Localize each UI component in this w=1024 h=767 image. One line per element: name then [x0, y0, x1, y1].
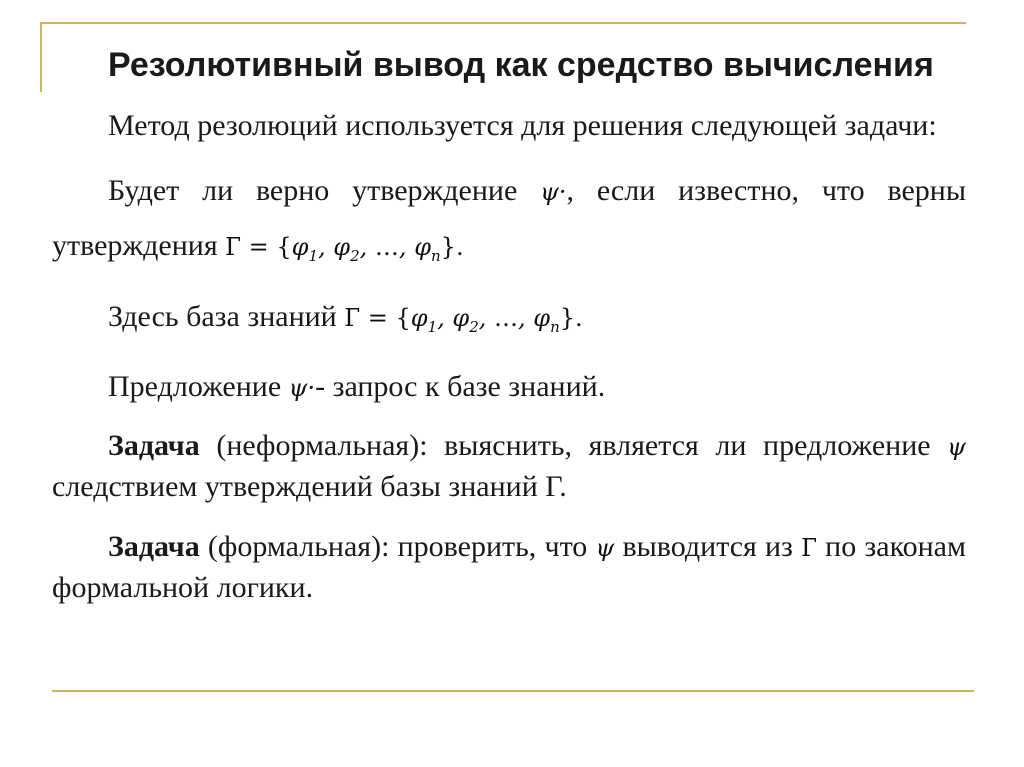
informal-task-text-end: следствием утверждений базы знаний Г.: [52, 469, 567, 503]
formal-task-label: Задача: [108, 529, 200, 563]
paragraph-knowledge-base: [52, 297, 966, 347]
query-text-start: Предложение: [108, 369, 289, 403]
formal-task-text-middle: выводится из: [614, 529, 802, 563]
informal-task-text-start: (неформальная): выяснить, является ли предложение: [199, 428, 948, 462]
formula-psi-3: ψ: [947, 432, 966, 461]
paragraph-query: [52, 367, 966, 408]
left-rule: [40, 22, 42, 92]
question-text-start: Будет ли верно утверждение: [108, 174, 541, 207]
formula-psi: ψ·: [540, 178, 567, 206]
formula-gamma-set-2: $Г = \{\varphi_1$, $\varphi_2$, …, $\varphi_n$}.: [344, 303, 583, 336]
top-rule: [40, 22, 966, 24]
paragraph-question: [52, 164, 966, 283]
bottom-rule: [52, 690, 974, 692]
method-text: Метод резолюций используется для решения следующей задачи:: [108, 109, 937, 142]
formula-psi-4: ψ: [595, 533, 615, 562]
formal-task-text-start: (формальная): проверить, что: [199, 529, 596, 563]
formula-psi-2: ψ·: [288, 373, 316, 402]
slide-title: Резолютивный вывод как средство вычисления: [108, 46, 934, 84]
paragraph-method: [52, 106, 966, 146]
formula-gamma-set: $Г = \{\varphi_1$, $\varphi_2$, …, $\varphi_n$}.: [225, 233, 464, 265]
formula-gamma: Г: [801, 533, 817, 562]
paragraph-formal-task: [52, 527, 966, 608]
query-text-end: - запрос к базе знаний.: [315, 369, 606, 403]
knowledge-base-text: Здесь база знаний: [108, 299, 345, 333]
paragraph-informal-task: [52, 426, 966, 507]
informal-task-label: Задача: [108, 428, 200, 462]
slide-content: [52, 40, 966, 608]
question-text-middle: , если известно, что верны утверждения: [52, 174, 966, 262]
formal-task-text-end: по законам формальной логики.: [52, 529, 966, 604]
